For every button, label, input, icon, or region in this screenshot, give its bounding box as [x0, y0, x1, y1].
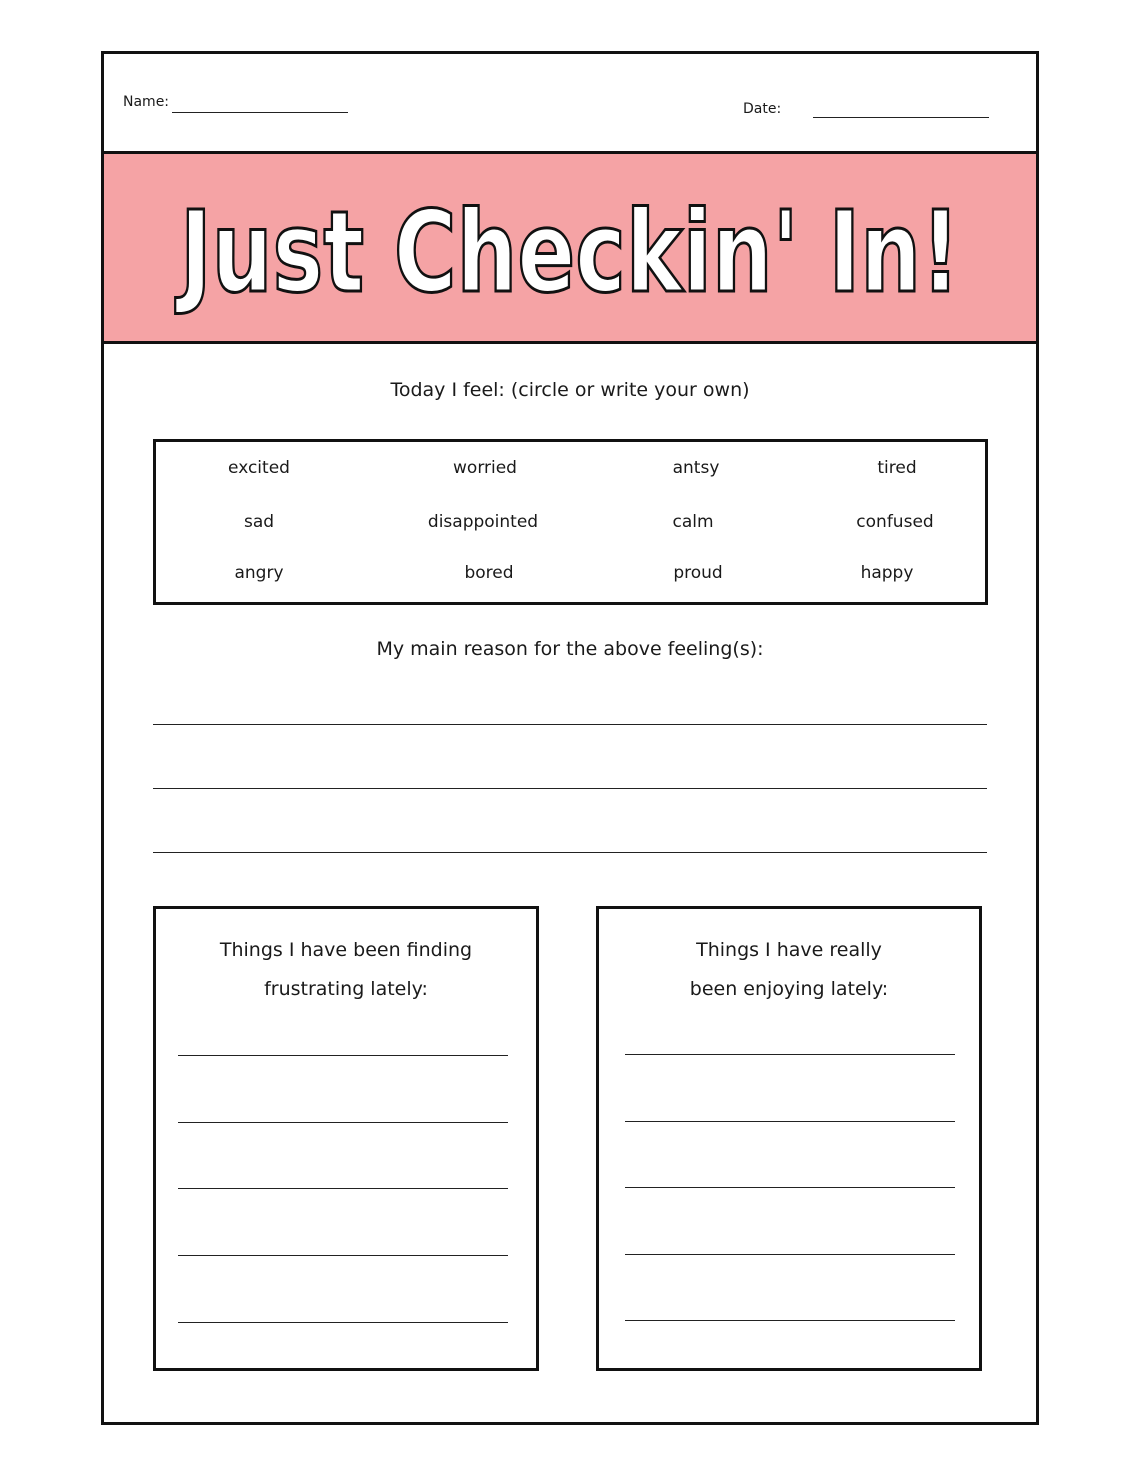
- header-row: [104, 54, 1036, 154]
- feeling-option[interactable]: confused: [856, 512, 934, 532]
- name-label: Name:: [123, 94, 170, 110]
- reason-line-2[interactable]: [153, 788, 987, 789]
- worksheet-title: Just Checkin' In!: [174, 187, 961, 318]
- feeling-option[interactable]: happy: [860, 563, 914, 583]
- enjoying-title-line-1: Things I have really: [696, 939, 882, 961]
- frustrating-title-line-2: frustrating lately:: [264, 978, 428, 1000]
- enjoying-line-5[interactable]: [625, 1320, 955, 1321]
- reason-line-3[interactable]: [153, 852, 987, 853]
- title-banner: [104, 154, 1036, 344]
- feeling-option[interactable]: bored: [464, 563, 514, 583]
- feeling-option[interactable]: excited: [228, 458, 290, 478]
- enjoying-line-3[interactable]: [625, 1187, 955, 1188]
- frustrating-box: [153, 906, 539, 1371]
- frustrating-line-5[interactable]: [178, 1322, 508, 1323]
- feeling-option[interactable]: proud: [673, 563, 723, 583]
- date-field[interactable]: [813, 117, 989, 118]
- enjoying-title-line-2: been enjoying lately:: [689, 978, 889, 1000]
- feeling-option[interactable]: sad: [243, 512, 275, 532]
- reason-prompt: My main reason for the above feeling(s):: [376, 638, 764, 660]
- worksheet-page: [101, 51, 1039, 1425]
- frustrating-line-4[interactable]: [178, 1255, 508, 1256]
- enjoying-line-1[interactable]: [625, 1054, 955, 1055]
- frustrating-line-1[interactable]: [178, 1055, 508, 1056]
- feeling-option[interactable]: calm: [672, 512, 714, 532]
- title-svg: [160, 173, 980, 323]
- feelings-prompt: Today I feel: (circle or write your own): [390, 379, 750, 401]
- feeling-option[interactable]: tired: [877, 458, 917, 478]
- enjoying-line-4[interactable]: [625, 1254, 955, 1255]
- feeling-option[interactable]: disappointed: [427, 512, 539, 532]
- feeling-option[interactable]: antsy: [672, 458, 720, 478]
- enjoying-line-2[interactable]: [625, 1121, 955, 1122]
- frustrating-line-3[interactable]: [178, 1188, 508, 1189]
- feeling-option[interactable]: angry: [234, 563, 284, 583]
- feeling-option[interactable]: worried: [453, 458, 517, 478]
- frustrating-title-line-1: Things I have been finding: [219, 939, 473, 961]
- frustrating-line-2[interactable]: [178, 1122, 508, 1123]
- feelings-box: [153, 439, 988, 605]
- enjoying-box: [596, 906, 982, 1371]
- reason-line-1[interactable]: [153, 724, 987, 725]
- enjoying-box-title: [599, 931, 979, 1009]
- date-label: Date:: [743, 101, 782, 117]
- name-field[interactable]: [172, 112, 348, 113]
- frustrating-box-title: [156, 931, 536, 1009]
